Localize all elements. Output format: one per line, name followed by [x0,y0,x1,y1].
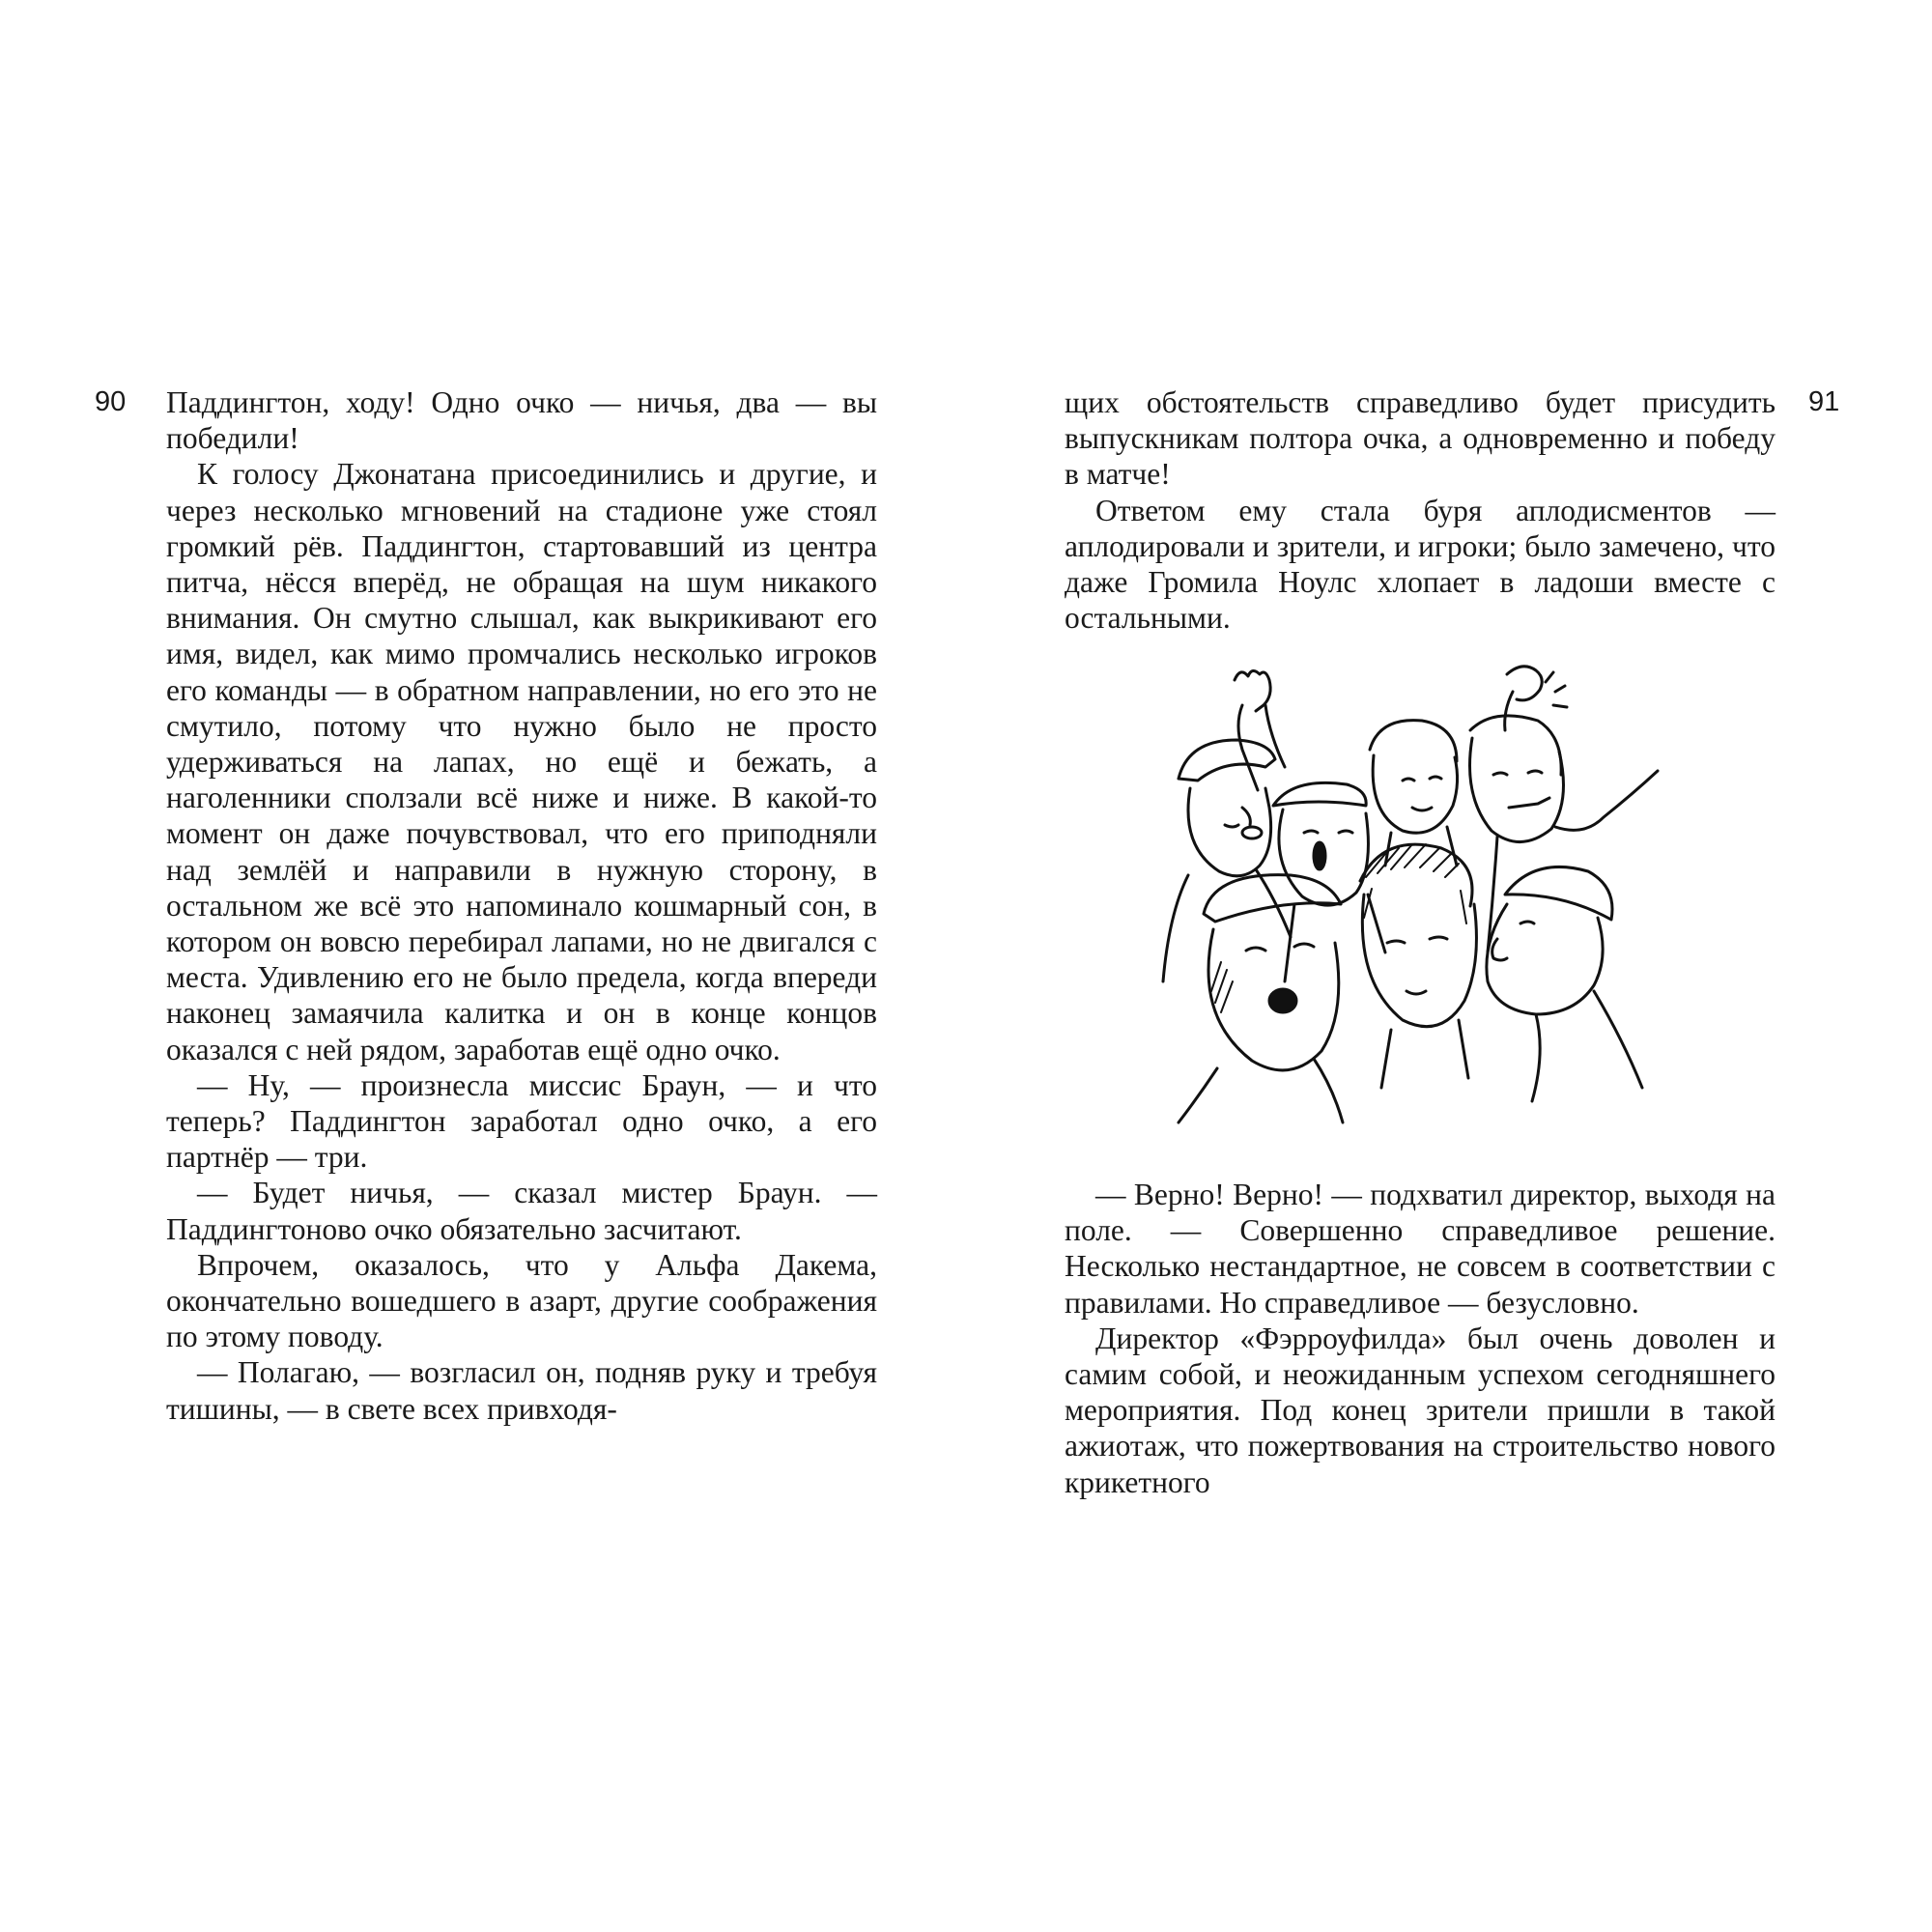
paragraph: К голосу Джонатана присоединились и другие, и через несколько мгновений на стадионе уже стоял громкий рёв. Паддингтон, стартовавший из центра питча, нёсся вперёд, не обращая на шум никакого внимания. Он смутно слышал, как выкрикивают его имя, видел, как мимо промчались несколько игроков его команды — в обратном направлении, но его это не смутило, потому что нужно было не просто удерживаться на лапах, но ещё и бежать, а наголенники сползали всё ниже и ниже. В какой-то момент он даже почувствовал, что его приподняли над землёй и направили в нужную сторону, в остальном же всё это напоминало кошмарный сон, в котором он вовсю перебирал лапами, но не двигался с места. Удивлению его не было предела, когда впереди наконец замаячила калитка и он в конце концов оказался с ней рядом, заработав ещё одно очко. [166,457,877,1066]
paragraph: Директор «Фэрроуфилда» был очень доволен и самим собой, и неожиданным успехом сегодняшнего мероприятия. Под конец зрители пришли в такой ажиотаж, что пожертвования на строительство нового крикетного [1065,1321,1776,1499]
page-number-left: 90 [95,386,127,417]
paragraph: щих обстоятельств справедливо будет присудить выпускникам полтора очка, а одновременно и победу в матче! [1065,385,1776,492]
cheering-crowd-sketch-icon [1150,663,1662,1134]
left-page-text [166,384,877,1427]
paragraph: — Полагаю, — возгласил он, подняв руку и требуя тишины, — в свете всех привходя- [166,1355,877,1426]
paragraph: — Верно! Верно! — подхватил директор, выходя на поле. — Совершенно справедливое решение. Несколько нестандартное, не совсем в соответствии с правилами. Но справедливое — безусловно. [1065,1178,1776,1320]
paragraph: Ответом ему стала буря аплодисментов — аплодировали и зрители, и игроки; было замечено, что даже Громила Ноулс хлопает в ладоши вместе с остальными. [1065,493,1776,636]
paragraph: Впрочем, оказалось, что у Альфа Дакема, окончательно вошедшего в азарт, другие соображения по этому поводу. [166,1247,877,1354]
page-number-right: 91 [1808,386,1840,417]
paragraph: Паддингтон, ходу! Одно очко — ничья, два — вы победили! [166,385,877,456]
paragraph: — Ну, — произнесла миссис Браун, — и что теперь? Паддингтон заработал одно очко, а его партнёр — три. [166,1067,877,1175]
paragraph: — Будет ничья, — сказал мистер Браун. — Паддингтоново очко обязательно засчитают. [166,1176,877,1246]
right-page-text-top [1065,384,1776,636]
right-page-text-bottom [1065,1177,1776,1500]
